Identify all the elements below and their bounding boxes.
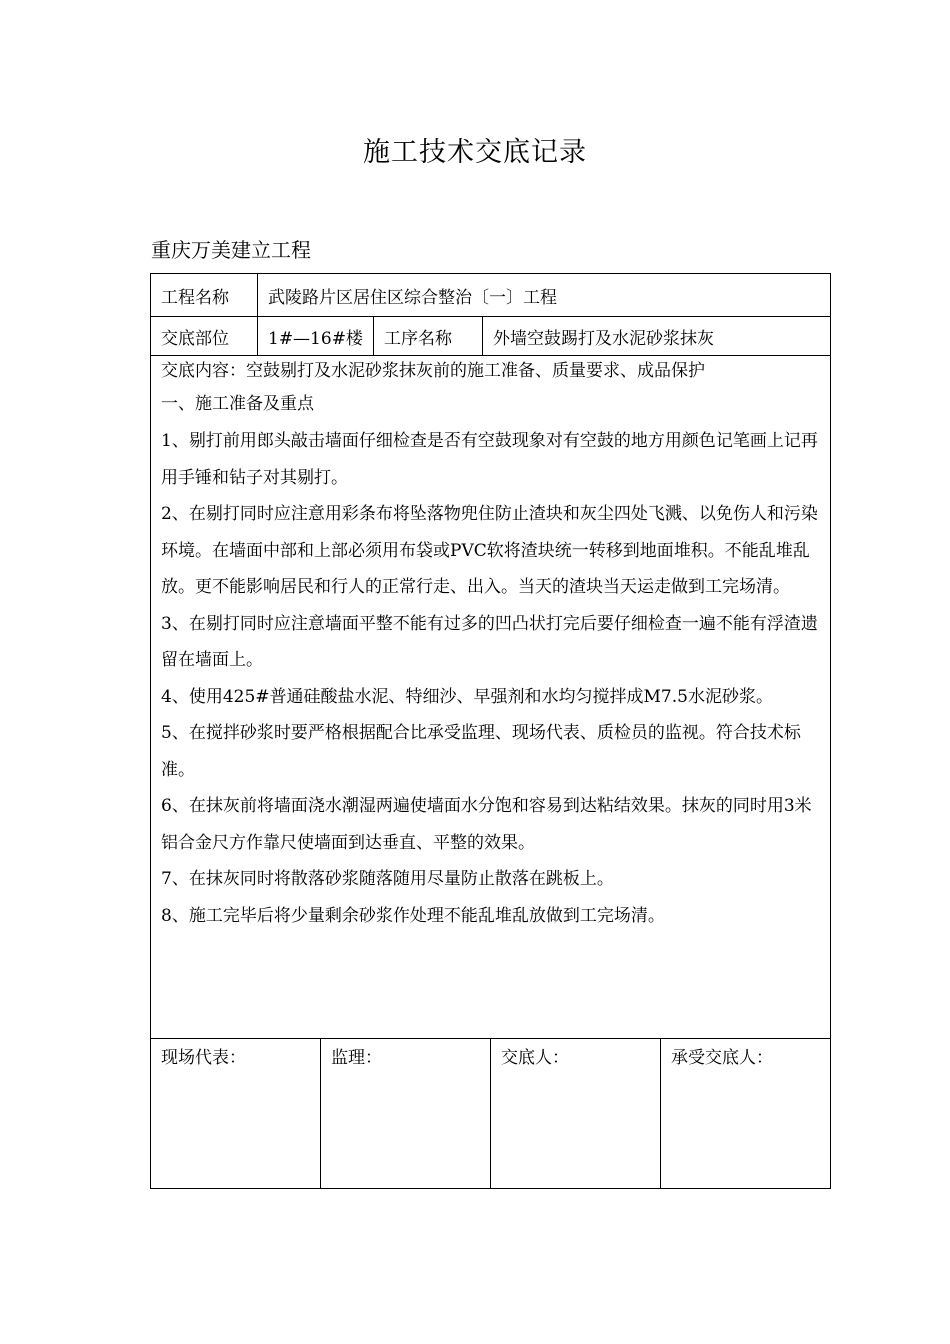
discloser-signature: 交底人： — [491, 1039, 661, 1188]
disclosure-form — [150, 273, 831, 1189]
disclosure-content — [151, 356, 830, 934]
site-rep-signature: 现场代表： — [151, 1039, 321, 1188]
company-name: 重庆万美建立工程 — [151, 238, 311, 262]
location-value: 1#—16#楼 — [258, 317, 374, 355]
content-item-5: 5、在搅拌砂浆时要严格根据配合比承受监理、现场代表、质检员的监视。符合技术标准。 — [161, 723, 801, 780]
content-item-8: 8、施工完毕后将少量剩余砂浆作处理不能乱堆乱放做到工完场清。 — [161, 905, 665, 926]
content-item-7: 7、在抹灰同时将散落砂浆随落随用尽量防止散落在跳板上。 — [161, 869, 614, 889]
signature-row — [151, 1039, 830, 1188]
project-row — [151, 274, 830, 317]
document-title: 施工技术交底记录 — [363, 137, 587, 168]
location-label: 交底部位 — [151, 317, 258, 355]
content-heading: 交底内容：空鼓剔打及水泥砂浆抹灰前的施工准备、质量要求、成品保护 — [161, 361, 705, 381]
project-name-label: 工程名称 — [151, 274, 258, 316]
section-heading: 一、施工准备及重点 — [161, 394, 314, 414]
content-item-3: 3、在剔打同时应注意墙面平整不能有过多的凹凸状打完后要仔细检查一遍不能有浮渣遗留在墙面上。 — [161, 613, 818, 670]
content-item-4: 4、使用425#普通硅酸盐水泥、特细沙、早强剂和水均匀搅拌成M7.5水泥砂浆。 — [161, 686, 773, 707]
location-row — [151, 317, 830, 356]
process-value: 外墙空鼓踢打及水泥砂浆抹灰 — [493, 328, 714, 349]
content-item-6: 6、在抹灰前将墙面浇水潮湿两遍使墙面水分饱和容易到达粘结效果。抹灰的同时用3米铝合金尺方作靠尺使墙面到达垂直、平整的效果。 — [161, 796, 812, 853]
supervisor-signature: 监理： — [321, 1039, 491, 1188]
content-item-2: 2、在剔打同时应注意用彩条布将坠落物兜住防止渣块和灰尘四处飞溅、以免伤人和污染环境。在墙面中部和上部必须用布袋或PVC软将渣块统一转移到地面堆积。不能乱堆乱放。更不能影响居民和行人的正常行走、出入。当天的渣块当天运走做到工完场清。 — [161, 504, 818, 597]
content-row — [151, 356, 830, 1039]
process-label: 工序名称 — [374, 317, 483, 355]
content-item-1: 1、剔打前用郎头敲击墙面仔细检查是否有空鼓现象对有空鼓的地方用颜色记笔画上记再用手锤和钻子对其剔打。 — [161, 431, 818, 488]
project-name-value: 武陵路片区居住区综合整治〔一〕工程 — [268, 287, 557, 308]
recipient-signature: 承受交底人： — [671, 1048, 773, 1068]
